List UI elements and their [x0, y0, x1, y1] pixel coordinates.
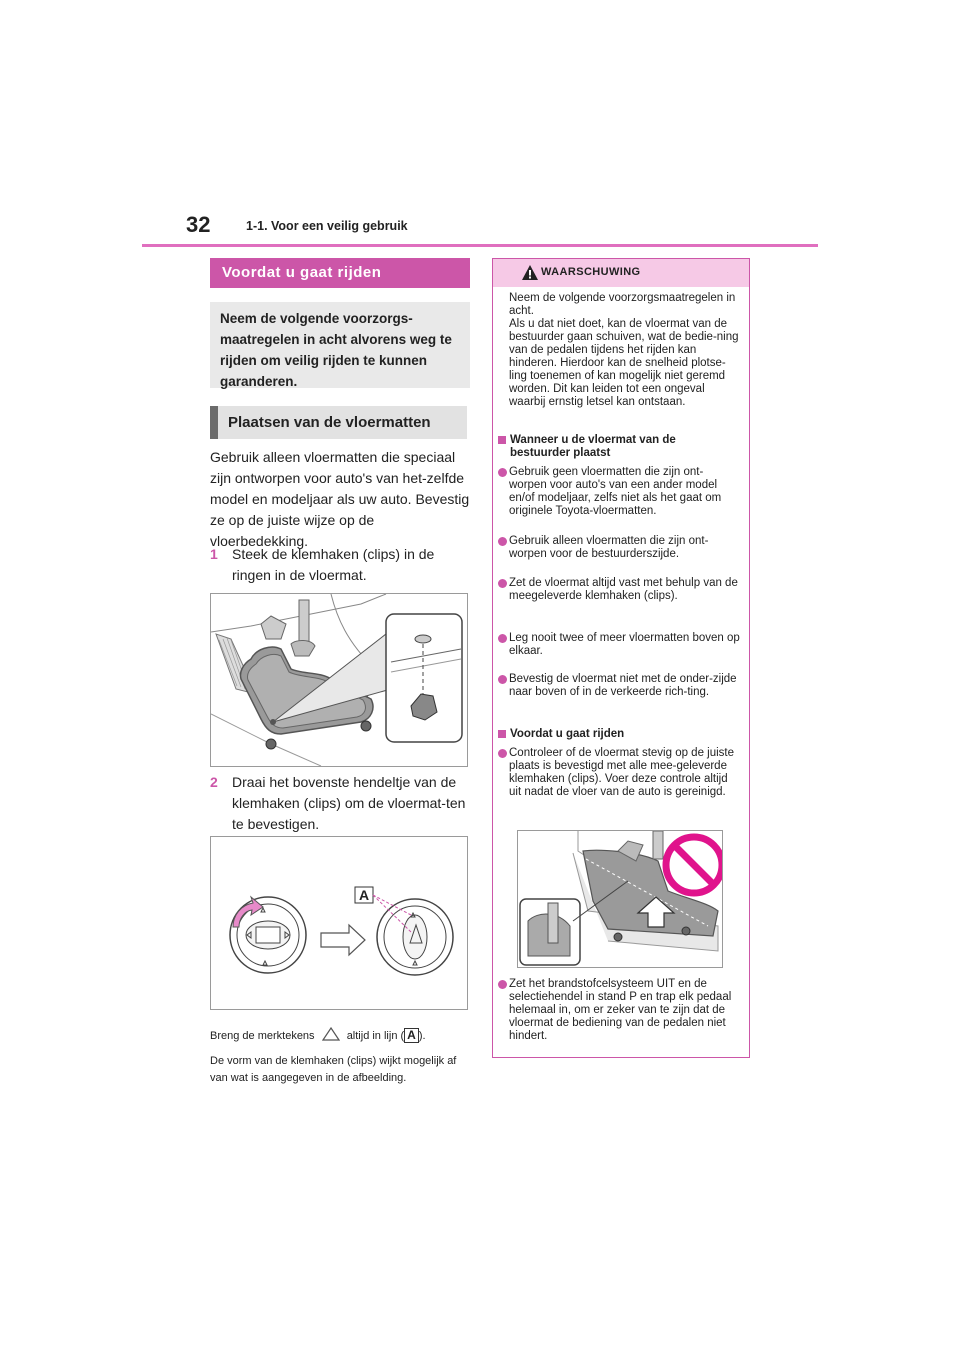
label-a: A — [358, 887, 370, 903]
warning-item: Zet de vloermat altijd vast met behulp van de meegeleverde klemhaken (clips). — [498, 577, 740, 603]
header-rule — [142, 244, 818, 247]
warning-item: Bevestig de vloermat niet met de onder-zijde naar boven of in de verkeerde rich-ting. — [498, 673, 740, 699]
figure-floormat-clips — [210, 593, 468, 767]
subheading: Plaatsen van de vloermatten — [210, 406, 467, 439]
warning-triangle-icon — [521, 264, 539, 281]
circle-bullet-icon — [498, 634, 507, 643]
caption-1-post: ). — [418, 1030, 426, 1042]
step-number: 2 — [210, 774, 218, 790]
warning-item: Gebruik alleen vloermatten die zijn ont-worpen voor de bestuurderszijde. — [498, 535, 740, 561]
circle-bullet-icon — [498, 468, 507, 477]
figure-prohibited-mat — [517, 830, 723, 968]
page-number: 32 — [186, 212, 211, 237]
warning-subhead-2: Voordat u gaat rijden — [498, 728, 738, 741]
circle-bullet-icon — [498, 537, 507, 546]
square-bullet-icon — [498, 436, 506, 444]
warning-intro: Neem de volgende voorzorgsmaatregelen in acht. — [509, 292, 736, 317]
warning-subhead-1: Wanneer u de vloermat van de bestuurder plaatst — [498, 434, 738, 460]
step-number: 1 — [210, 546, 218, 562]
warning-item: Gebruik geen vloermatten die zijn ont-worpen voor auto's van een ander model en/of modeljaar, zelfs niet als het gaat om originele Toyota-vloermatten. — [498, 466, 740, 518]
warning-item: Zet het brandstofcelsysteem UIT en de selectiehendel in stand P en trap elk pedaal helemaal in, om er zeker van te zijn dat de vloermat de bediening van de pedalen niet hindert. — [498, 978, 740, 1043]
chapter-title: Voordat u gaat rijden — [210, 258, 470, 288]
label-a-inline: A — [404, 1028, 419, 1043]
clip-rotation-illustration — [211, 837, 467, 1009]
step-text: Draai het bovenste hendeltje van de klemhaken (clips) om de vloermat-ten te bevestigen. — [232, 774, 466, 832]
body-paragraph: Gebruik alleen vloermatten die speciaal zijn ontworpen voor auto's van het-zelfde model en modeljaar als uw auto. Bevestig ze op de juiste wijze op de vloerbedekking. — [210, 449, 470, 549]
warning-title: WAARSCHUWING — [541, 266, 641, 278]
circle-bullet-icon — [498, 675, 507, 684]
caption-1 — [210, 1027, 472, 1045]
prohibited-mat-illustration — [518, 831, 722, 967]
circle-bullet-icon — [498, 980, 507, 989]
warning-header — [493, 259, 749, 287]
caption-1-mid: altijd in lijn ( — [346, 1030, 405, 1042]
warning-item: Controleer of de vloermat stevig op de juiste plaats is bevestigd met alle mee-geleverde klemhaken (clips). Voer deze controle altijd uit nadat de vloer van de auto is gereinigd. — [498, 747, 740, 799]
caption-1-pre: Breng de merktekens — [210, 1030, 315, 1042]
square-bullet-icon — [498, 730, 506, 738]
step-text: Steek de klemhaken (clips) in de ringen in de vloermat. — [232, 546, 435, 583]
circle-bullet-icon — [498, 749, 507, 758]
step-1 — [210, 544, 472, 586]
circle-bullet-icon — [498, 579, 507, 588]
section-title: 1-1. Voor een veilig gebruik — [246, 219, 408, 233]
triangle-mark-icon — [322, 1027, 340, 1041]
figure-clip-rotation — [210, 836, 468, 1010]
intro-box — [210, 302, 470, 388]
warning-item: Leg nooit twee of meer vloermatten boven op elkaar. — [498, 632, 740, 658]
intro-text: Neem de volgende voorzorgs-maatregelen in acht alvorens weg te rijden om veilig rijden te kunnen garanderen. — [220, 311, 452, 389]
caption-2: De vorm van de klemhaken (clips) wijkt mogelijk af van wat is aangegeven in de afbeelding. — [210, 1055, 457, 1084]
warning-intro-2: Als u dat niet doet, kan de vloermat van de bestuurder gaan schuiven, wat de bedie-ning van de pedalen tijdens het rijden kan hinderen. Hierdoor kan de snelheid plotse-ling toenemen of kan mogelijk niet geremd worden. Dit kan leiden tot een ongeval waarbij ernstig letsel kan ontstaan. — [509, 318, 739, 408]
floormat-illustration — [211, 594, 467, 766]
step-2 — [210, 772, 472, 835]
